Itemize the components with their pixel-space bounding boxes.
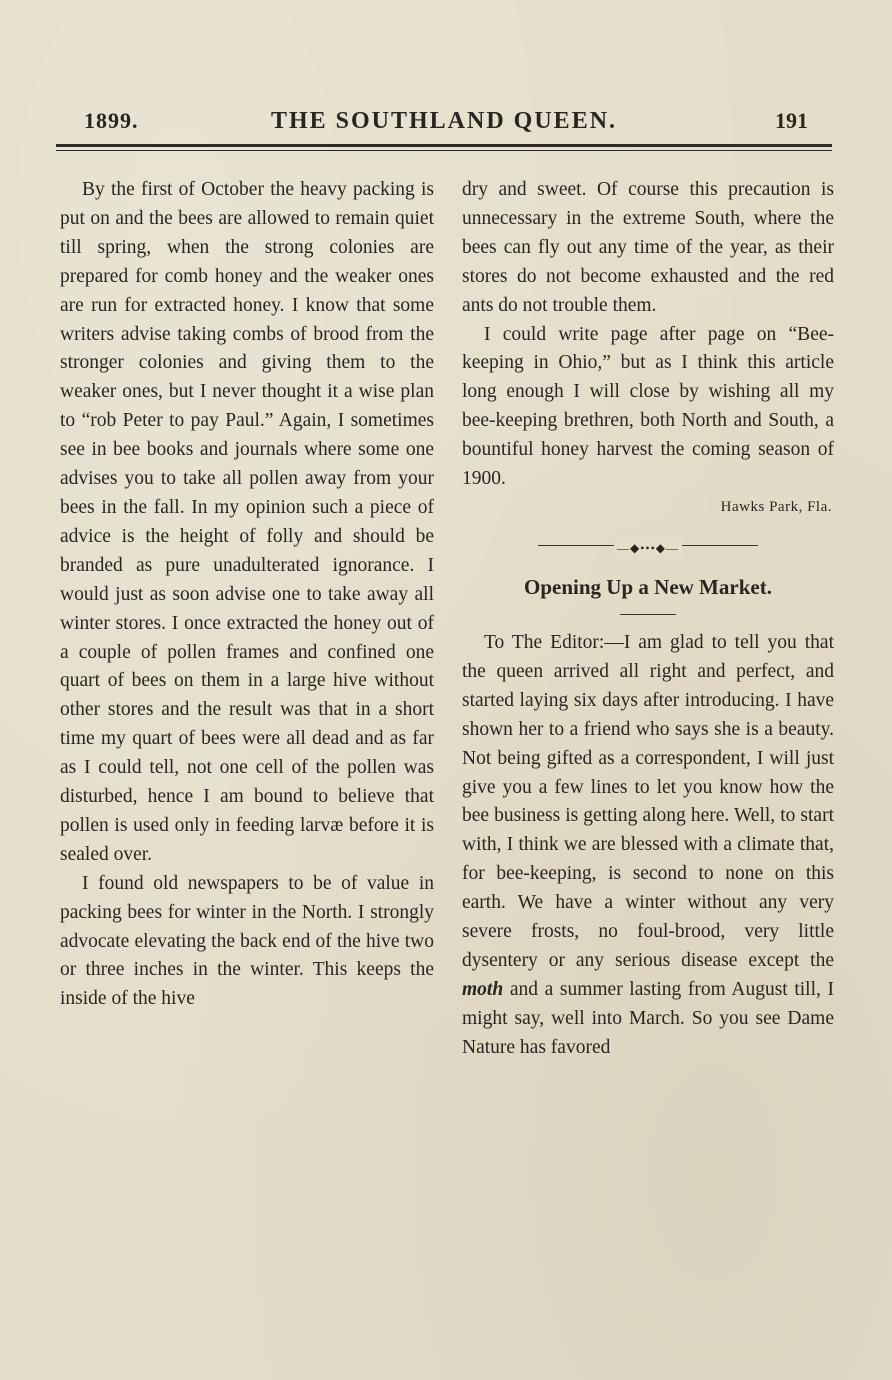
header-title: THE SOUTHLAND QUEEN.	[270, 108, 618, 134]
section-separator	[462, 520, 834, 570]
header-rule-thin	[56, 150, 832, 151]
letter-text-end: and a summer lasting from August till, I might say, well into March. So you see Dame Nature has favored	[462, 978, 834, 1058]
letter-text-start: To The Editor:—I am glad to tell you that the queen arrived all right and perfect, and started laying six days after introducing. I have shown her to a friend who says she is a beauty. Not being gifted as a correspondent, I will just give you a few lines to let you know how the bee business is getting along here. Well, to start with, I think we are blessed with a climate that, for bee-keeping, is second to none on this earth. We have a winter without any very severe frosts, no foul-brood, very little dysentery or any serious disease except the	[462, 631, 834, 971]
left-paragraph-1: By the first of October the heavy packing is put on and the bees are allowed to remain quiet till spring, when the strong colonies are prepared for comb honey and the weaker ones are run for extracted honey. I know that some writers advise taking combs of brood from the stronger colonies and giving them to the weaker ones, but I never thought it a wise plan to “rob Peter to pay Paul.” Again, I sometimes see in bee books and journals where some one advises you to take all pollen away from your bees in the fall. In my opinion such a piece of advice is the height of folly and should be branded as pure unadulterated ignorance. I would just as soon advise one to take away all winter stores. I once extracted the honey out of a couple of pollen frames and confined one quart of bees on them in a large hive without other stores and the result was that in a short time my quart of bees were all dead and as far as I could tell, not one cell of the pollen was disturbed, hence I am bound to believe that pollen is used only in feeding larvæ before it is sealed over.	[60, 179, 434, 865]
right-column	[462, 176, 834, 1063]
right-continuation-paragraph: dry and sweet. Of course this precaution is unnecessary in the extreme South, where the bees can fly out any time of the year, as their stores do not become exhausted and the red ants do not trouble them.	[462, 179, 834, 316]
title-underline-rule	[620, 614, 676, 615]
separator-ornament	[462, 534, 834, 563]
header-year: 1899.	[84, 108, 139, 133]
running-header	[56, 108, 832, 140]
separator-ornament-glyphs: —◆•••◆—	[614, 541, 682, 555]
left-paragraph-2: I found old newspapers to be of value in packing bees for winter in the North. I strongly advocate elevating the back end of the hive two or three inches in the winter. This keeps the inside of the hive	[60, 872, 434, 1010]
left-column	[60, 176, 434, 1014]
header-rule-thick	[56, 144, 832, 147]
header-page-number: 191	[775, 108, 808, 133]
article-signoff: Hawks Park, Fla.	[720, 498, 832, 515]
right-closing-paragraph: I could write page after page on “Bee-keeping in Ohio,” but as I think this article long enough I will close by wishing all my bee-keeping brethren, both North and South, a bountiful honey harvest the coming season of 1900.	[462, 323, 834, 490]
letter-italic-word: moth	[462, 978, 504, 1000]
letter-paragraph	[462, 629, 834, 1063]
article-title: Opening Up a New Market.	[524, 574, 772, 599]
